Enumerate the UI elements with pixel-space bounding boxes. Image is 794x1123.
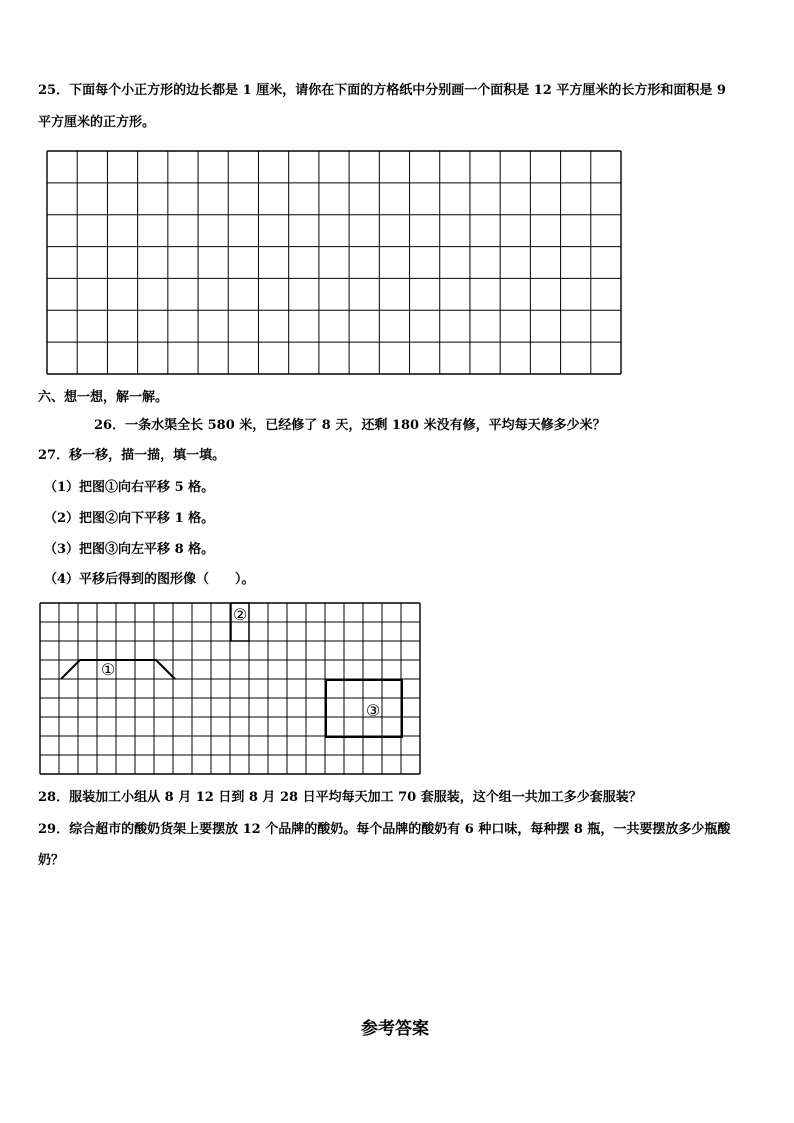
q27-item-1: （1）把图①向右平移 5 格。 [44, 480, 215, 495]
q26-text: 26．一条水渠全长 580 米，已经修了 8 天，还剩 180 米没有修，平均每天修多少米？ [94, 418, 606, 433]
q27-grid-lines [40, 603, 420, 774]
q27-item-3: （3）把图③向左平移 8 格。 [44, 542, 215, 557]
q28-text: 28．服装加工小组从 8 月 12 日到 8 月 28 日平均每天加工 70 套服装，这个组一共加工多少套服装？ [38, 790, 642, 805]
q25-square-grid[interactable] [47, 151, 622, 375]
q29-text-line1: 29．综合超市的酸奶货架上要摆放 12 个品牌的酸奶。每个品牌的酸奶有 6 种口味，每种摆 8 瓶，一共要摆放多少瓶酸 [38, 822, 731, 837]
q27-item-2: （2）把图②向下平移 1 格。 [44, 511, 215, 526]
shape-3-label: ③ [365, 701, 381, 720]
q25-text-line1: 25．下面每个小正方形的边长都是 1 厘米，请你在下面的方格纸中分别画一个面积是 12 平方厘米的长方形和面积是 9 [38, 83, 726, 98]
q27-translation-grid[interactable] [40, 603, 421, 775]
shape-1-label: ① [100, 660, 116, 679]
shape-2-label: ② [232, 605, 248, 624]
q27-item-4: （4）平移后得到的图形像（ ）。 [44, 572, 255, 587]
q27-text: 27．移一移，描一描，填一填。 [38, 448, 226, 463]
q25-text-line2: 平方厘米的正方形。 [38, 115, 156, 130]
q29-text-line2: 奶？ [38, 853, 65, 868]
section-6-heading: 六、想一想，解一解。 [38, 390, 169, 405]
shape-3-square [326, 680, 402, 737]
shape-2-rectangle [231, 603, 249, 641]
answers-title: 参考答案 [361, 1019, 429, 1039]
